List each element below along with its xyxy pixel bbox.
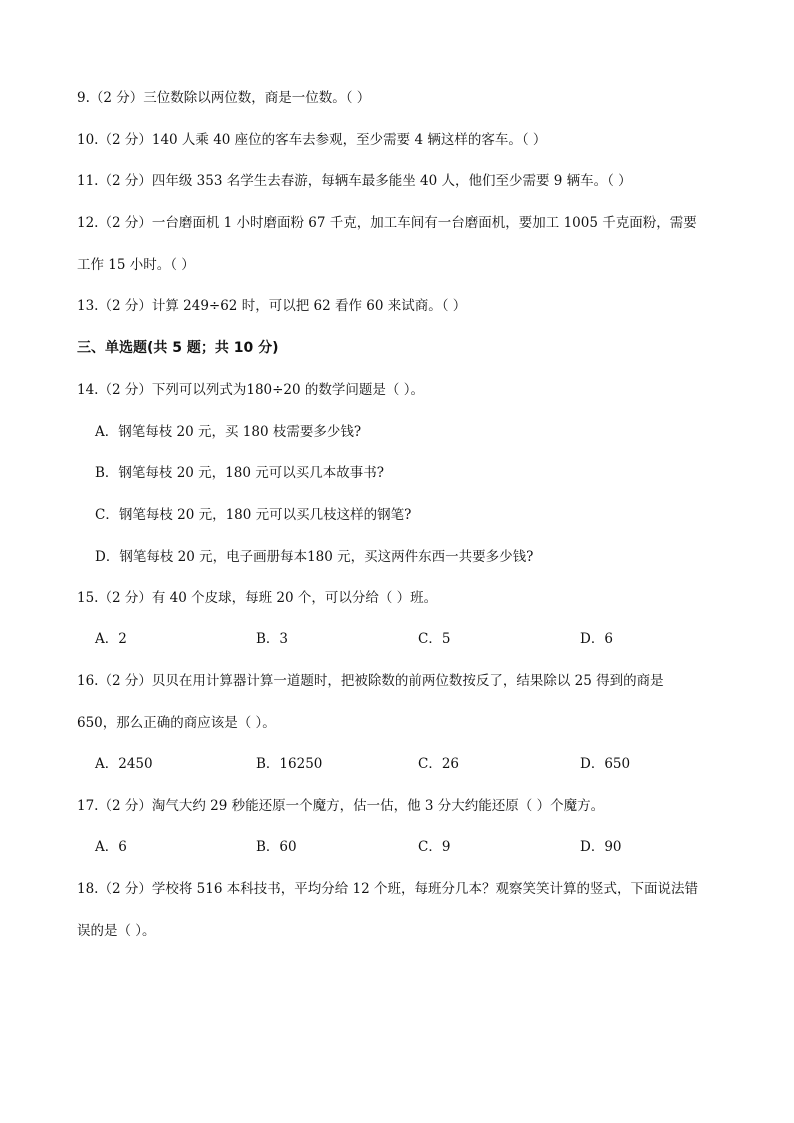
question-12-line-1: 12.（2 分）一台磨面机 1 小时磨面粉 67 千克，加工车间有一台磨面机，要加工 1005 千克面粉，需要 bbox=[77, 215, 697, 231]
question-14-option-c: C．钢笔每枝 20 元，180 元可以买几枝这样的钢笔? bbox=[95, 507, 412, 523]
section-title-single-choice: 三、单选题(共 5 题；共 10 分) bbox=[77, 340, 279, 356]
question-9: 9.（2 分）三位数除以两位数，商是一位数。（ ） bbox=[77, 90, 371, 106]
question-16-option-c: C．26 bbox=[418, 756, 460, 772]
question-17-stem: 17.（2 分）淘气大约 29 秒能还原一个魔方，估一估，他 3 分大约能还原（ ）个魔方。 bbox=[77, 798, 605, 814]
question-16-option-a: A．2450 bbox=[95, 756, 153, 772]
question-15-stem: 15.（2 分）有 40 个皮球，每班 20 个，可以分给（ ）班。 bbox=[77, 590, 438, 606]
question-15-option-a: A．2 bbox=[95, 631, 127, 647]
question-16-option-b: B．16250 bbox=[256, 756, 323, 772]
question-15-option-c: C．5 bbox=[418, 631, 451, 647]
question-14-option-a: A．钢笔每枝 20 元，买 180 枝需要多少钱? bbox=[95, 424, 362, 440]
question-15-option-d: D．6 bbox=[580, 631, 613, 647]
question-17-option-a: A．6 bbox=[95, 839, 127, 855]
question-16-line-1: 16.（2 分）贝贝在用计算器计算一道题时，把被除数的前两位数按反了，结果除以 25 得到的商是 bbox=[77, 673, 664, 689]
question-12-line-2: 工作 15 小时。（ ） bbox=[77, 257, 195, 273]
question-16-option-d: D．650 bbox=[580, 756, 631, 772]
question-18-line-2: 误的是（ ）。 bbox=[77, 923, 156, 939]
question-10: 10.（2 分）140 人乘 40 座位的客车去参观，至少需要 4 辆这样的客车。（ ） bbox=[77, 132, 547, 148]
question-14-option-d: D．钢笔每枝 20 元，电子画册每本180 元，买这两件东西一共要多少钱? bbox=[95, 549, 534, 565]
question-17-option-c: C．9 bbox=[418, 839, 451, 855]
question-18-line-1: 18.（2 分）学校将 516 本科技书，平均分给 12 个班，每班分几本？观察笑笑计算的竖式，下面说法错 bbox=[77, 881, 698, 897]
question-16-line-2: 650，那么正确的商应该是（ ）。 bbox=[77, 715, 276, 731]
question-13: 13.（2 分）计算 249÷62 时，可以把 62 看作 60 来试商。（ ） bbox=[77, 298, 467, 314]
question-14-option-b: B．钢笔每枝 20 元，180 元可以买几本故事书? bbox=[95, 465, 384, 481]
question-14-stem: 14.（2 分）下列可以列式为180÷20 的数学问题是（ ）。 bbox=[77, 382, 424, 398]
question-17-option-d: D．90 bbox=[580, 839, 622, 855]
question-17-option-b: B．60 bbox=[256, 839, 297, 855]
question-11: 11.（2 分）四年级 353 名学生去春游，每辆车最多能坐 40 人，他们至少需要 9 辆车。（ ） bbox=[77, 173, 632, 189]
question-15-option-b: B．3 bbox=[256, 631, 289, 647]
